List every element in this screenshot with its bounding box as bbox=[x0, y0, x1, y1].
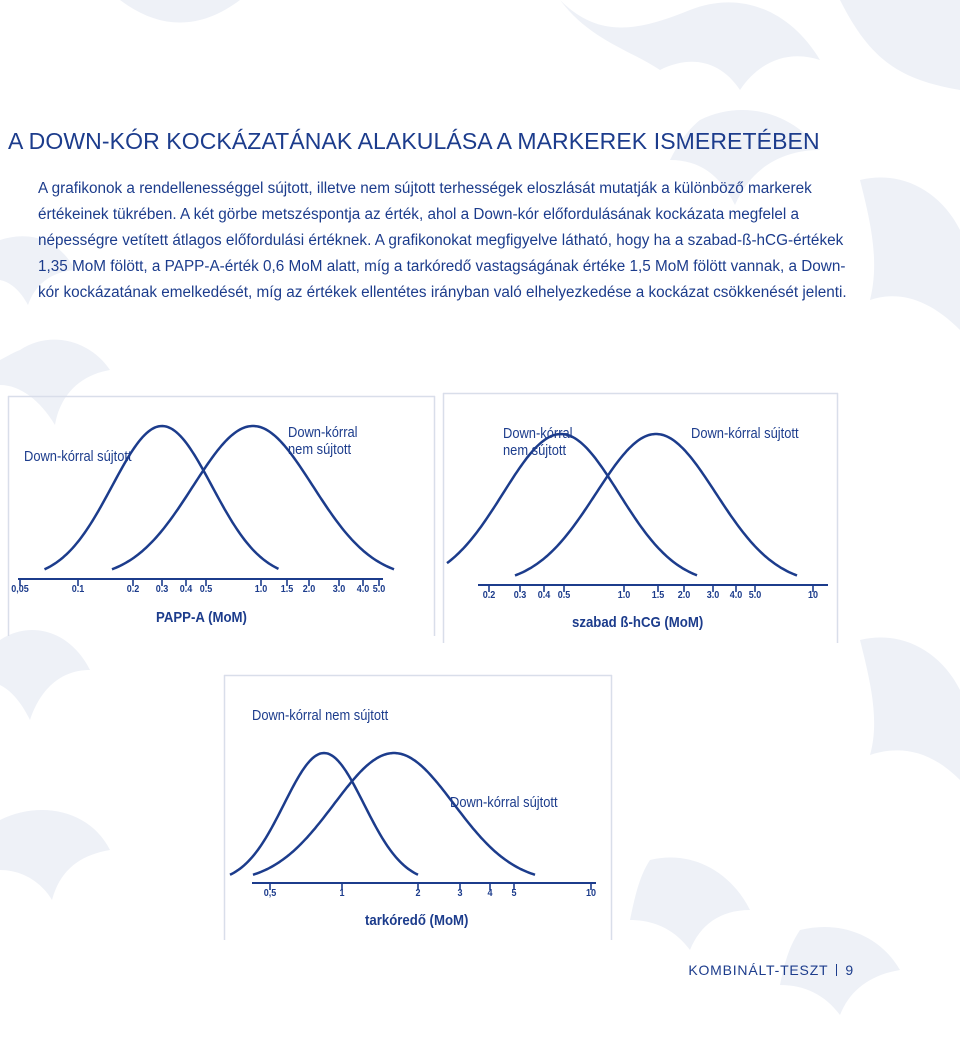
page-title: A DOWN-KÓR KOCKÁZATÁNAK ALAKULÁSA A MARKEREK ISMERETÉBEN bbox=[8, 128, 820, 154]
series-label-unaffected bbox=[503, 425, 589, 459]
x-tick-label: 4 bbox=[487, 887, 493, 899]
x-tick-label: 4.0 bbox=[356, 583, 370, 595]
x-tick-label: 2 bbox=[415, 887, 421, 899]
footer-section: KOMBINÁLT-TESZT bbox=[688, 962, 829, 978]
x-tick-label: 1.5 bbox=[280, 583, 294, 595]
x-tick-label: 1.0 bbox=[254, 583, 268, 595]
footer-separator bbox=[836, 964, 837, 976]
x-tick-label: 0,5 bbox=[263, 887, 277, 899]
x-tick-label: 0,05 bbox=[11, 583, 29, 595]
x-tick-label: 0.4 bbox=[537, 589, 551, 601]
chart-nuchal-translucency bbox=[224, 675, 612, 940]
page-number: 9 bbox=[845, 962, 854, 978]
x-tick-label: 1.0 bbox=[617, 589, 631, 601]
x-tick-label: 5 bbox=[511, 887, 517, 899]
x-axis-title: tarkóredő (MoM) bbox=[365, 912, 469, 929]
series-label-unaffected bbox=[288, 424, 374, 458]
x-tick-label: 0.5 bbox=[199, 583, 213, 595]
x-tick-label: 10 bbox=[585, 887, 597, 899]
x-tick-label: 0.3 bbox=[155, 583, 169, 595]
series-label-unaffected-text: Down-kórral nem sújtott bbox=[503, 425, 573, 459]
x-tick-label: 0.1 bbox=[71, 583, 85, 595]
series-label-affected: Down-kórral sújtott bbox=[691, 425, 799, 442]
page-footer bbox=[688, 962, 854, 978]
x-tick-label: 10 bbox=[807, 589, 819, 601]
chart-papp-a bbox=[8, 396, 435, 636]
x-tick-label: 1 bbox=[339, 887, 345, 899]
x-axis-title: PAPP-A (MoM) bbox=[156, 609, 247, 626]
x-tick-label: 5.0 bbox=[748, 589, 762, 601]
x-tick-label: 3.0 bbox=[706, 589, 720, 601]
x-tick-label: 0.2 bbox=[482, 589, 496, 601]
x-tick-label: 0.4 bbox=[179, 583, 193, 595]
curve-unaffected bbox=[230, 753, 418, 875]
series-label-unaffected-text: Down-kórral nem sújtott bbox=[288, 424, 358, 458]
intro-paragraph: A grafikonok a rendellenességgel sújtott, illetve nem sújtott terhességek eloszlását mutatják a különböző markerek értékeinek tükrében. A két görbe metszéspontja az érték, ahol a Down-kór előfordulásának kockázata megfelel a népességre vetített átlagos előfordulási értéknek. A grafikonokat megfigyelve látható, hogy ha a szabad-ß-hCG-értékek 1,35 MoM fölött, a PAPP-A-érték 0,6 MoM alatt, míg a tarkóredő vastagságának értéke 1,5 MoM fölött vannak, a Down-kór kockázatának emelkedését, míg az értékek ellentétes irányban való elhelyezkedése a kockázat csökkenését jelenti. bbox=[38, 180, 847, 301]
series-label-affected: Down-kórral sújtott bbox=[24, 448, 132, 465]
x-tick-label: 0.5 bbox=[557, 589, 571, 601]
x-tick-label: 2.0 bbox=[677, 589, 691, 601]
x-tick-label: 1.5 bbox=[651, 589, 665, 601]
x-tick-label: 4.0 bbox=[729, 589, 743, 601]
x-tick-label: 0.3 bbox=[513, 589, 527, 601]
chart-free-bhcg bbox=[443, 393, 838, 643]
x-tick-label: 5.0 bbox=[372, 583, 386, 595]
series-label-unaffected: Down-kórral nem sújtott bbox=[252, 707, 389, 724]
x-tick-label: 3 bbox=[457, 887, 463, 899]
x-tick-label: 3.0 bbox=[332, 583, 346, 595]
x-tick-label: 0.2 bbox=[126, 583, 140, 595]
series-label-affected: Down-kórral sújtott bbox=[450, 794, 558, 811]
x-axis-title: szabad ß-hCG (MoM) bbox=[572, 614, 704, 631]
x-tick-label: 2.0 bbox=[302, 583, 316, 595]
